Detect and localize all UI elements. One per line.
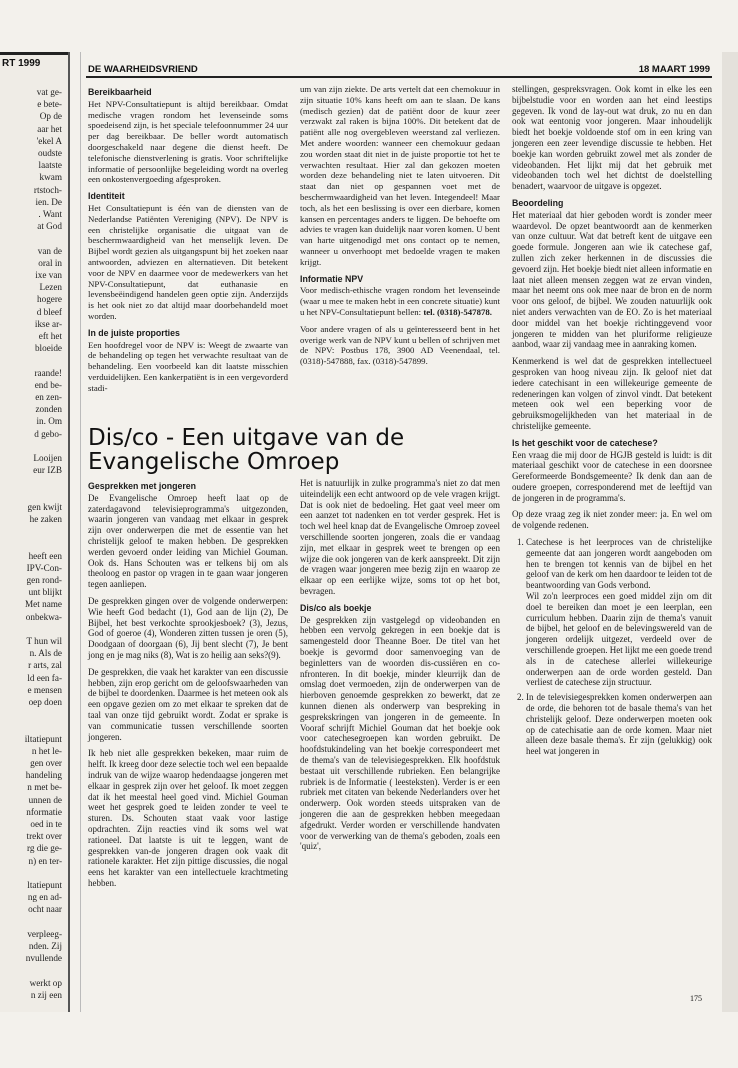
heading-informatie-npv: Informatie NPV xyxy=(300,273,364,284)
paragraph: Het is natuurlijk in zulke programma's niet zo dat men uiteindelijk een echt antwoord op de vele vragen krijgt. Dat is ook niet de bedoeling. Het gaat veel meer om een aanzet tot nadenken en tot verder gesprek. Het is toch wel heel knap dat de Evangelische Omroep zoveel verschillende soorten jongeren, zoals die er vandaag zijn, met elkaar in gesprek weet te brengen op een wijze die ook jongeren van de kerk aanspreekt. Dit zijn de vragen waar jongeren mee bezig zijn en waarop ze elkaar op een eerlijke wijze, soms tot op het bot, bevragen. xyxy=(300,478,500,596)
previous-page-line: Lezen xyxy=(39,282,62,293)
heading-gesprekken: Gesprekken met jongeren xyxy=(88,481,197,491)
previous-page-line: heeft een xyxy=(28,550,62,561)
previous-page-line: rg die ge- xyxy=(26,843,62,854)
paragraph: Voor andere vragen of als u geïnteresseerd bent in het overige werk van de NPV kunt u bellen of schrijven met de NPV: Postbus 178, 3900 AD Veenendaal, tel. (0318)-547888, fax. (0318)-547899. xyxy=(300,323,500,367)
previous-page-line: nden. Zij xyxy=(28,941,62,951)
previous-page-line: ikse ar- xyxy=(34,318,62,329)
previous-page-line: ld een fa- xyxy=(27,672,62,683)
previous-page-line: kwam xyxy=(39,172,62,183)
column-1-top xyxy=(88,84,288,400)
paragraph: Het materiaal dat hier geboden wordt is zonder meer waardevol. De opzet beantwoordt aan de kenmerken van onze cultuur. Wat dat betreft kent de uitgave een goede formule. Jongeren aan wie ik catechese gaf, zullen zich zeker herkennen in de discussies die gevoerd zijn. Het boekje biedt niet alleen informatie en laat niet alleen mensen zeggen wat ze ervan vinden, maar het neemt ons ook mee naar de bron en de norm voor ons geloof, de bijbel. We zouden natuurlijk ook niet anders verwachten van de EO. Zo is het materiaal door middel van het boekje richtinggevend voor jongeren te midden van het pluriforme religieuze aanbod, waar zij vandaag mee in aanraking komen. xyxy=(512,209,712,350)
previous-page-line: n het le- xyxy=(31,745,62,756)
heading-juiste-proporties: In de juiste proporties xyxy=(88,327,180,338)
previous-page-line: zonden xyxy=(35,404,62,415)
text: Voor medisch-ethische vragen rondom het levenseinde (waar u mee te maken hebt in een concrete situatie) kunt u het NPV-Consultatiepunt bellen: xyxy=(300,285,500,317)
previous-page-line: en zen- xyxy=(35,392,62,402)
heading-catechese: Is het geschikt voor de catechese? xyxy=(512,437,658,448)
previous-page-line: d gebo- xyxy=(34,428,62,439)
paragraph xyxy=(300,285,500,317)
previous-page-line: werkt op xyxy=(29,977,62,988)
heading-identiteit: Identiteit xyxy=(88,191,125,202)
previous-page-line: ien. De xyxy=(35,196,62,207)
paragraph: De gesprekken zijn vastgelegd op videobanden en hebben een vervolg gekregen in een boekje dat is samengesteld door Theanne Boer. De titel van het boekje is gevormd door samenvoeging van de beginletters van de woorden dis-cussiëren en co-nfronteren. In dit boekje, minder kleurrijk dan de omslag doet vermoeden, zijn de onderwerpen van de hierboven genoemde gesprekken zo bewerkt, dat ze kunnen dienen als onderwerp van bespreking in gesprekskringen van jongeren in de gemeente. In Vooraf schrijft Michiel Gouman dat het boekje ook voor catechesegroepen kan worden gebruikt. De hoofdstukindeling van het boekje correspondeert met de thema's van de televisiegesprekken. Elk hoofdstuk bestaat uit verschillende rubrieken. Een belangrijke rubriek is de Informatie ( leesteksten). Verder is er een rubriek met citaten van bekende Nederlanders over het onderwerp. Ook worden steeds uitspraken van de jongeren die aan de gesprekken hebben meegedaan afgedrukt. Verder worden er verschillende handvaten voor de verwerking van de thema's geboden, zoals een 'quiz', xyxy=(300,614,500,852)
heading-bereikbaarheid: Bereikbaarheid xyxy=(88,87,152,97)
previous-page-line: in. Om xyxy=(36,416,62,427)
previous-page-line: Op de xyxy=(39,111,62,122)
paragraph: stellingen, gespreksvragen. Ook komt in elke les een bijbelstudie voor en worden aan het eind leestips gegeven. Ik vond de lay-out wat druk, zo nu en dan ook wat eentonig voor jongeren. Maar inhoudelijk biedt het boekje voldoende stof om in een kring van jongeren een zeer levendige discussie te hebben. Het boekje kan worden gebruikt zowel met als zonder de videobanden. Het lijkt mij dat het gebruik met videobanden toch wel het dichtst de doelstelling benadert, waarvoor de uitgave is opgezet. xyxy=(512,84,712,192)
previous-page-line: iltatiepunt xyxy=(24,733,62,744)
list-text: Wil zo'n leerproces een goed middel zijn om dit doel te bereiken dan moet je een leerplan, een curriculum hebben. Daarin zijn de thema's vanuit de bijbel, het geloof en de belevingswereld van de jongeren ordelijk uitgezet, verdeeld over de verschillende groepen. Het lijkt me een goede trend als in de catechese allerlei willekeurige onderwerpen aan de orde worden gesteld. Dan verliest de catechese zijn structuur. xyxy=(526,591,712,688)
article-title: Dis/co - Een uitgave van de Evangelische Omroep xyxy=(88,425,405,475)
previous-page-line: unnen de xyxy=(28,794,62,805)
previous-page-line: oral in xyxy=(38,257,62,268)
page-edge-shadow xyxy=(722,52,738,1012)
numbered-list xyxy=(512,537,712,757)
previous-page-line: gen over xyxy=(30,758,62,768)
previous-page-line: nvullende xyxy=(25,953,62,964)
previous-page-line: onbekwa- xyxy=(25,611,62,622)
previous-page-line: eft het xyxy=(38,331,62,341)
previous-page-line: unt blijkt xyxy=(28,587,62,598)
previous-page-header: RT 1999 xyxy=(2,58,41,69)
paragraph: um van zijn ziekte. De arts vertelt dat een chemokuur in zijn situatie 10% kans heeft om aan te slaan. De kans (medisch gezien) dat de patiënt door de kuur zeer verzwakt zal raken is bijna 100%. Dit betekent dat de patiënt alle nog overgebleven weerstand zal verliezen. Met andere woorden: wanneer een chemokuur gedaan zou worden staat dit niet in de juiste proportie tot het te verwachten resultaat. Hier zal dan gekozen moeten worden deze behandeling niet te laten uitvoeren. Dit staat dan niet op gespannen voet met de beschermwaardigheid van het leven. Integendeel! Maar toch, als het een beslissing is over een dierbare, komen kansen en percentages anders te liggen. De behoefte om advies te vragen kan duidelijk naar voren komen. U bent van harte uitgenodigd met ons contact op te nemen, wanneer u onverhoopt met bedoelde vragen te maken krijgt. xyxy=(300,84,500,267)
previous-page-line: oudste xyxy=(38,148,62,158)
list-item xyxy=(526,537,712,688)
previous-page-line: r arts, zal xyxy=(28,660,62,671)
previous-page-line: bloeide xyxy=(34,343,62,354)
list-text: Catechese is het leerproces van de christelijke gemeente dat aan jongeren wordt aangeboden om hen te brengen tot kennis van de bijbel en het geloof van de kerk om hen daardoor te leiden tot de beantwoording van Gods verbond. xyxy=(526,537,712,591)
previous-page-line: hogere xyxy=(37,294,62,305)
previous-page-line: van de xyxy=(37,245,62,256)
paragraph: Op deze vraag zeg ik niet zonder meer: ja. En wel om de volgende redenen. xyxy=(512,509,712,531)
previous-page-line: gen kwijt xyxy=(27,501,62,512)
heading-disco-boekje: Dis/co als boekje xyxy=(300,602,372,613)
previous-page-line: handeling xyxy=(25,770,62,781)
previous-page-line: Looijen xyxy=(33,453,62,463)
previous-page-line: rtstoch- xyxy=(33,184,62,195)
previous-page-line: trekt over xyxy=(26,831,62,842)
issue-date: 18 MAART 1999 xyxy=(638,64,710,75)
previous-page-line: ltatiepunt xyxy=(27,880,62,890)
page-gutter xyxy=(80,52,81,1012)
previous-page-line: ng en ad- xyxy=(27,892,62,903)
phone-number: tel. (0318)-547878. xyxy=(423,306,492,317)
previous-page-line: . Want xyxy=(38,209,62,219)
running-header xyxy=(88,64,710,75)
previous-page-line: aar het xyxy=(37,123,62,134)
paragraph: Kenmerkend is wel dat de gesprekken intellectueel gesproken van hoog niveau zijn. Ik geloof niet dat iedere catechisant in een willekeurige gemeente de redeneringen kan volgen of zinvol vindt. Dat betekent meteen ook wel een beperking voor de gebruiksmogelijkheden van het materiaal in de christelijke gemeente. xyxy=(512,356,712,431)
list-item: 2. In de televisiegesprekken komen onderwerpen aan de orde, die behoren tot de basale thema's van het christelijk geloof. Deze onderwerpen moeten ook op de catechisatie aan de orde komen. Maar niet alleen deze basale thema's. Er zijn (gelukkig) ook heel wat jongeren in xyxy=(526,692,712,757)
previous-page-line: end be- xyxy=(34,379,62,390)
previous-page-line: laatste xyxy=(38,160,62,171)
publication-name: DE WAARHEIDSVRIEND xyxy=(88,64,198,75)
previous-page-line: 'ekel A xyxy=(36,135,62,146)
page-number: 175 xyxy=(690,994,702,1003)
column-2-top xyxy=(300,84,500,373)
previous-page-line: e mensen xyxy=(27,684,62,695)
previous-page-line: n. Als de xyxy=(29,648,62,659)
previous-page-line: ixe van xyxy=(35,270,62,280)
paragraph: De gesprekken gingen over de volgende onderwerpen: Wie heeft God bedacht (1), God aan de lijn (2), De Bijbel, het best verkochte sprookjesboek? (3), Jezus, God of goeroe (4), Wonderen zitten tussen je oren (5), Doodgaan of doorgaan (6), Jij bent slecht (7), Je bent jong en je mag niks (8), Wat is zo heilig aan seks?(9). xyxy=(88,595,288,660)
previous-page-line: ocht naar xyxy=(28,904,62,915)
previous-page-line: IPV-Con- xyxy=(26,562,62,573)
previous-page-line: he zaken xyxy=(29,514,62,524)
previous-page-line: verpleeg- xyxy=(27,928,62,939)
previous-page-line: vat ge- xyxy=(36,87,62,97)
previous-page-line: T hun wil xyxy=(26,636,62,646)
previous-page-strip xyxy=(0,52,70,1012)
previous-page-line: n) en ter- xyxy=(28,855,62,866)
previous-page-line: d bleef xyxy=(36,306,62,317)
paragraph: De Evangelische Omroep heeft laat op de zaterdagavond televisieprogramma's uitgezonden, waarin jongeren van vandaag met elkaar in gesprek zijn over onderwerpen die met de essentie van het christelijk geloof te maken hebben. De gesprekken werden gevoerd onder leiding van Michiel Gouman. Ook ds. Hans Schouten was er telkens bij om als theoloog en pastor op vragen in te gaan waar jongeren tegen aanliepen. xyxy=(88,492,288,590)
previous-page-line: nformatie xyxy=(26,806,62,817)
previous-page-rule xyxy=(0,52,68,55)
article-column-3 xyxy=(512,84,712,761)
previous-page-line: raande! xyxy=(34,367,62,378)
header-rule xyxy=(86,76,712,78)
previous-page-line: gen rond- xyxy=(26,575,62,585)
previous-page-line: oep doen xyxy=(28,697,62,707)
paragraph: Het NPV-Consultatiepunt is altijd bereikbaar. Omdat medische vragen rondom het levenseinde soms spoedeisend zijn, is het speciale telefoonnummer 24 uur per dag bereikbaar. De beller wordt automatisch doorgeschakeld naar degene die dienst heeft. De telefonische dienstverlening is gratis. Voor schriftelijke informatie of persoonlijke begeleiding wordt na overleg een onkostenvergoeding afgesproken. xyxy=(88,98,288,185)
paragraph: Een hoofdregel voor de NPV is: Weegt de zwaarte van de behandeling op tegen het verwachte resultaat van de behandeling. Een voorbeeld kan dit laatste misschien verduidelijken. Een kankerpatiënt is in een vergevorderd stadi- xyxy=(88,339,288,393)
previous-page-line: n met be- xyxy=(27,782,62,793)
previous-page-line: oed in te xyxy=(30,819,62,829)
paragraph: Een vraag die mij door de HGJB gesteld is luidt: is dit materiaal geschikt voor de catechese in een doorsnee Gereformeerde Bondsgemeente? Ik denk dan aan de oudere groepen, corresponderend met de leeftijd van de jongeren in de programma's. xyxy=(512,449,712,503)
previous-page-line: n zij een xyxy=(30,989,62,1000)
article-column-1 xyxy=(88,478,288,895)
previous-page-line: eur IZB xyxy=(33,465,62,476)
previous-page-line: Met name xyxy=(25,599,62,610)
article-column-2 xyxy=(300,478,500,858)
paragraph: Het Consultatiepunt is één van de diensten van de Nederlandse Patiënten Vereniging (NPV). De NPV is een christelijke organisatie die uitgaat van de beschermwaardigheid van het menselijk leven. De Bijbel wordt gezien als uitgangspunt bij het zoeken naar antwoorden, adviezen en alternatieven. Dit betekent voor de NPV en daarmee voor de medewerkers van het NPV-Consultatiepunt, dat euthanasie en levensbeëindigend handelen geen optie zijn. Anderzijds is het ook niet zo dat altijd maar doorbehandeld moet worden. xyxy=(88,202,288,321)
heading-beoordeling: Beoordeling xyxy=(512,197,564,208)
previous-page-line: at God xyxy=(37,221,62,232)
paragraph: Ik heb niet alle gesprekken bekeken, maar ruim de helft. Ik kreeg door deze selectie toch wel een bepaalde indruk van de wijze waarop hedendaagse jongeren met elkaar in gesprek zijn over het geloof. Ik moet zeggen dat ik het meestal heel goed vind. Michiel Gouman weet het gesprek goed te leiden zonder te veel te sturen. Ds. Schouten staat vaak voor lastige opdrachten. Zijn reacties vind ik soms wel wat rationeel. Dat laatste is uit te leggen, want de gesprekken van-de jongeren dragen ook vaak dit rationele karakter. Het zijn pittige discussies, die nogal eens het karakter van een intellectuele krachtmeting hebben. xyxy=(88,748,288,888)
previous-page-line: e bete- xyxy=(37,99,62,110)
paragraph: De gesprekken, die vaak het karakter van een discussie hebben, zijn erop gericht om de geloofswaarheden van de bijbel te doordenken. Daarmee is het meteen ook als een opgave gezien om zo met elkaar te spreken dat de taal van onze tijd gebruikt wordt. Zodat er sprake is van communicatie tussen verschillende soorten jongeren. xyxy=(88,666,288,742)
